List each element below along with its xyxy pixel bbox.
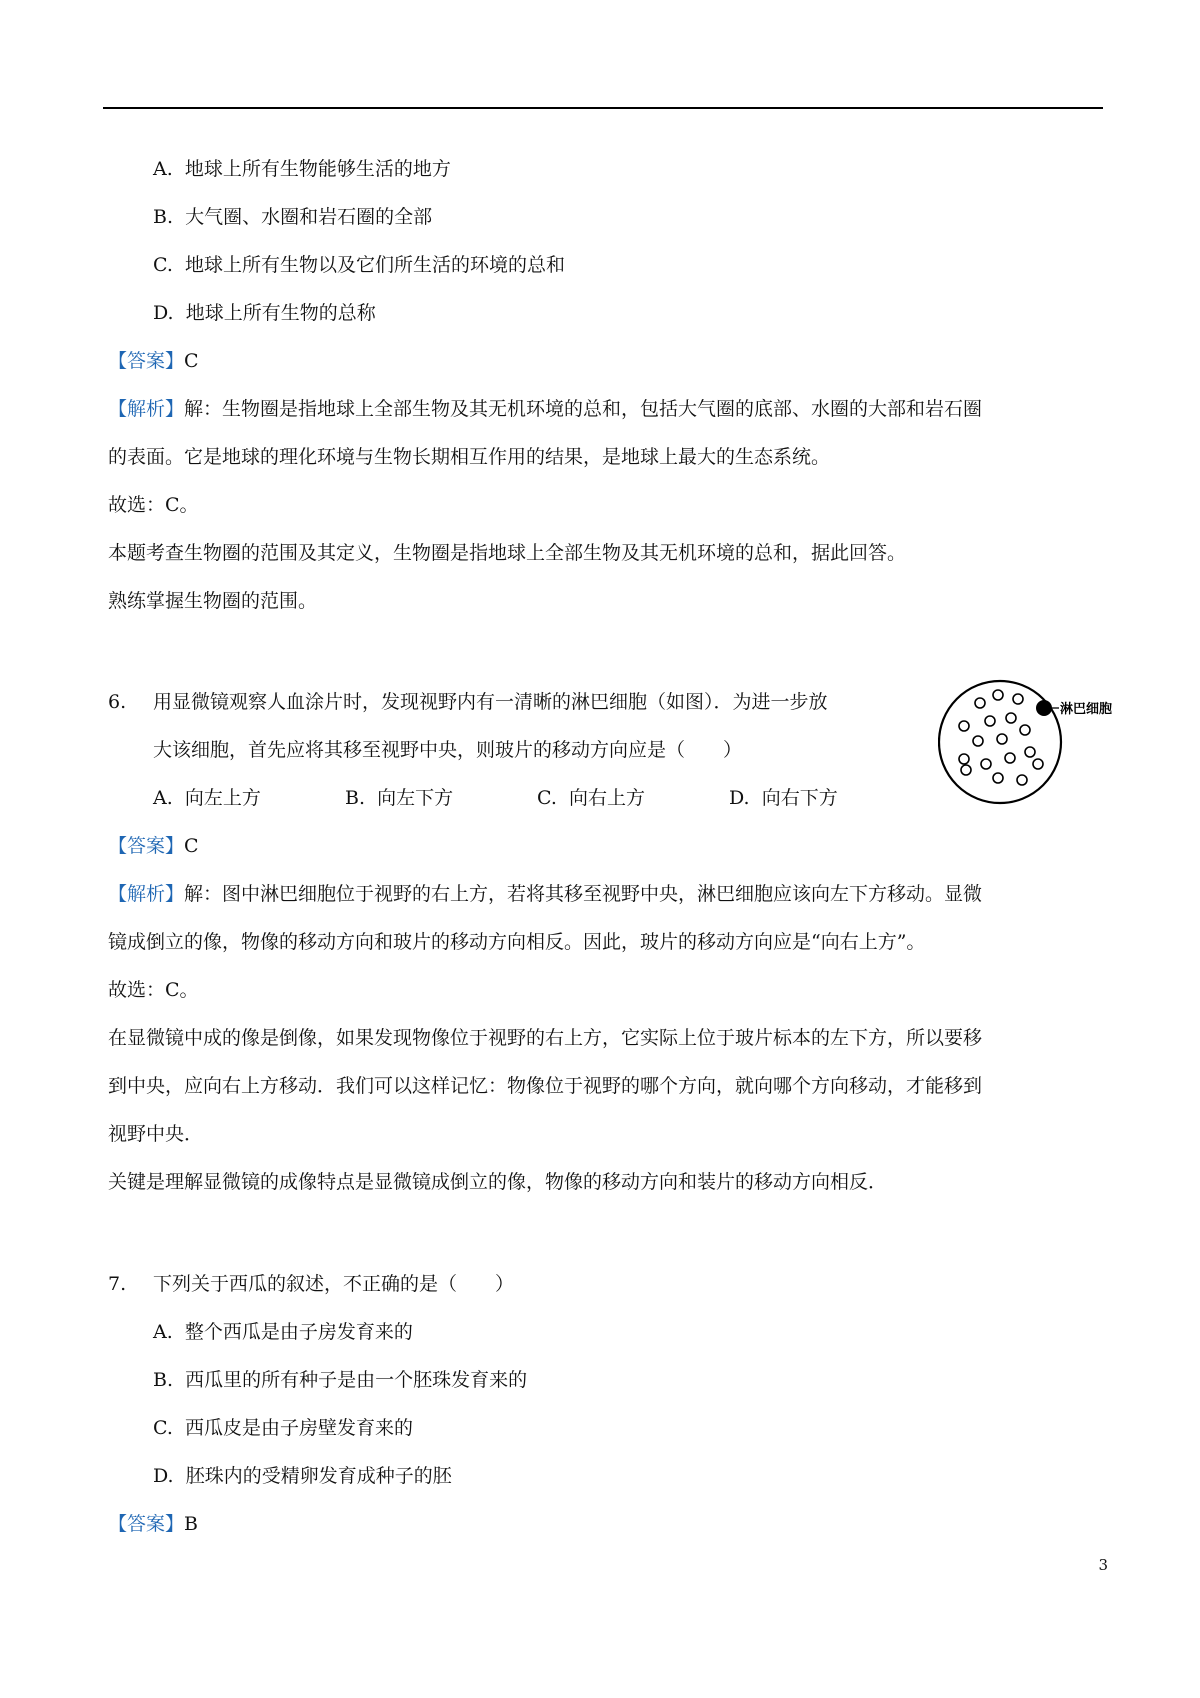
q6-answer: 【答案】C bbox=[108, 835, 199, 857]
q6-analysis-line-2: 镜成倒立的像，物像的移动方向和玻片的移动方向相反。因此，玻片的移动方向应是“向右上方”。 bbox=[108, 931, 926, 953]
q7-option-d: D. 胚珠内的受精卵发育成种子的胚 bbox=[153, 1465, 452, 1487]
q5-option-c: C. 地球上所有生物以及它们所生活的环境的总和 bbox=[153, 254, 566, 276]
q5-answer: 【答案】C bbox=[108, 350, 199, 372]
q6-stem-line-2: 大该细胞，首先应将其移至视野中央，则玻片的移动方向应是（ ） bbox=[153, 739, 743, 761]
q6-option-a: A. 向左上方 bbox=[153, 787, 261, 809]
q7-option-a: A. 整个西瓜是由子房发育来的 bbox=[153, 1321, 413, 1343]
header-rule bbox=[103, 107, 1103, 109]
lymphocyte-dot bbox=[1036, 700, 1052, 716]
q6-choice: 故选：C。 bbox=[108, 979, 199, 1001]
q6-stem-line-1: 用显微镜观察人血涂片时，发现视野内有一清晰的淋巴细胞（如图）．为进一步放 bbox=[153, 691, 828, 713]
q5-option-a: A. 地球上所有生物能够生活的地方 bbox=[153, 158, 451, 180]
q6-note-4: 关键是理解显微镜的成像特点是显微镜成倒立的像，物像的移动方向和装片的移动方向相反． bbox=[108, 1171, 888, 1193]
q6-option-b: B. 向左下方 bbox=[345, 787, 454, 809]
q6-note-3: 视野中央． bbox=[108, 1123, 204, 1145]
q5-choice: 故选：C。 bbox=[108, 494, 199, 516]
q5-option-d: D. 地球上所有生物的总称 bbox=[153, 302, 376, 324]
q7-option-c: C. 西瓜皮是由子房壁发育来的 bbox=[153, 1417, 414, 1439]
microscope-field-figure bbox=[938, 676, 1138, 811]
q7-answer: 【答案】B bbox=[108, 1513, 198, 1535]
q6-analysis-line-1: 【解析】解：图中淋巴细胞位于视野的右上方，若将其移至视野中央，淋巴细胞应该向左下方移动。显微 bbox=[108, 883, 983, 905]
lymphocyte-label: 淋巴细胞 bbox=[1060, 702, 1113, 717]
blood-cells bbox=[959, 690, 1043, 785]
q5-option-b: B. 大气圈、水圈和岩石圈的全部 bbox=[153, 206, 433, 228]
q7-stem: 下列关于西瓜的叙述，不正确的是（ ） bbox=[153, 1273, 515, 1295]
q7-number: 7. bbox=[108, 1273, 127, 1295]
q5-analysis-line-2: 的表面。它是地球的理化环境与生物长期相互作用的结果，是地球上最大的生态系统。 bbox=[108, 446, 831, 468]
q6-number: 6. bbox=[108, 691, 127, 713]
q6-option-d: D. 向右下方 bbox=[729, 787, 838, 809]
q6-note-2: 到中央，应向右上方移动．我们可以这样记忆：物像位于视野的哪个方向，就向哪个方向移动，才能移到 bbox=[108, 1075, 983, 1097]
q5-analysis-line-1: 【解析】解：生物圈是指地球上全部生物及其无机环境的总和，包括大气圈的底部、水圈的大部和岩石圈 bbox=[108, 398, 983, 420]
q5-note-1: 本题考查生物圈的范围及其定义，生物圈是指地球上全部生物及其无机环境的总和，据此回答。 bbox=[108, 542, 907, 564]
q5-note-2: 熟练掌握生物圈的范围。 bbox=[108, 590, 318, 612]
q7-option-b: B. 西瓜里的所有种子是由一个胚珠发育来的 bbox=[153, 1369, 528, 1391]
q6-option-c: C. 向右上方 bbox=[537, 787, 646, 809]
q6-note-1: 在显微镜中成的像是倒像，如果发现物像位于视野的右上方，它实际上位于玻片标本的左下方，所以要移 bbox=[108, 1027, 983, 1049]
page-number: 3 bbox=[1098, 1556, 1108, 1574]
